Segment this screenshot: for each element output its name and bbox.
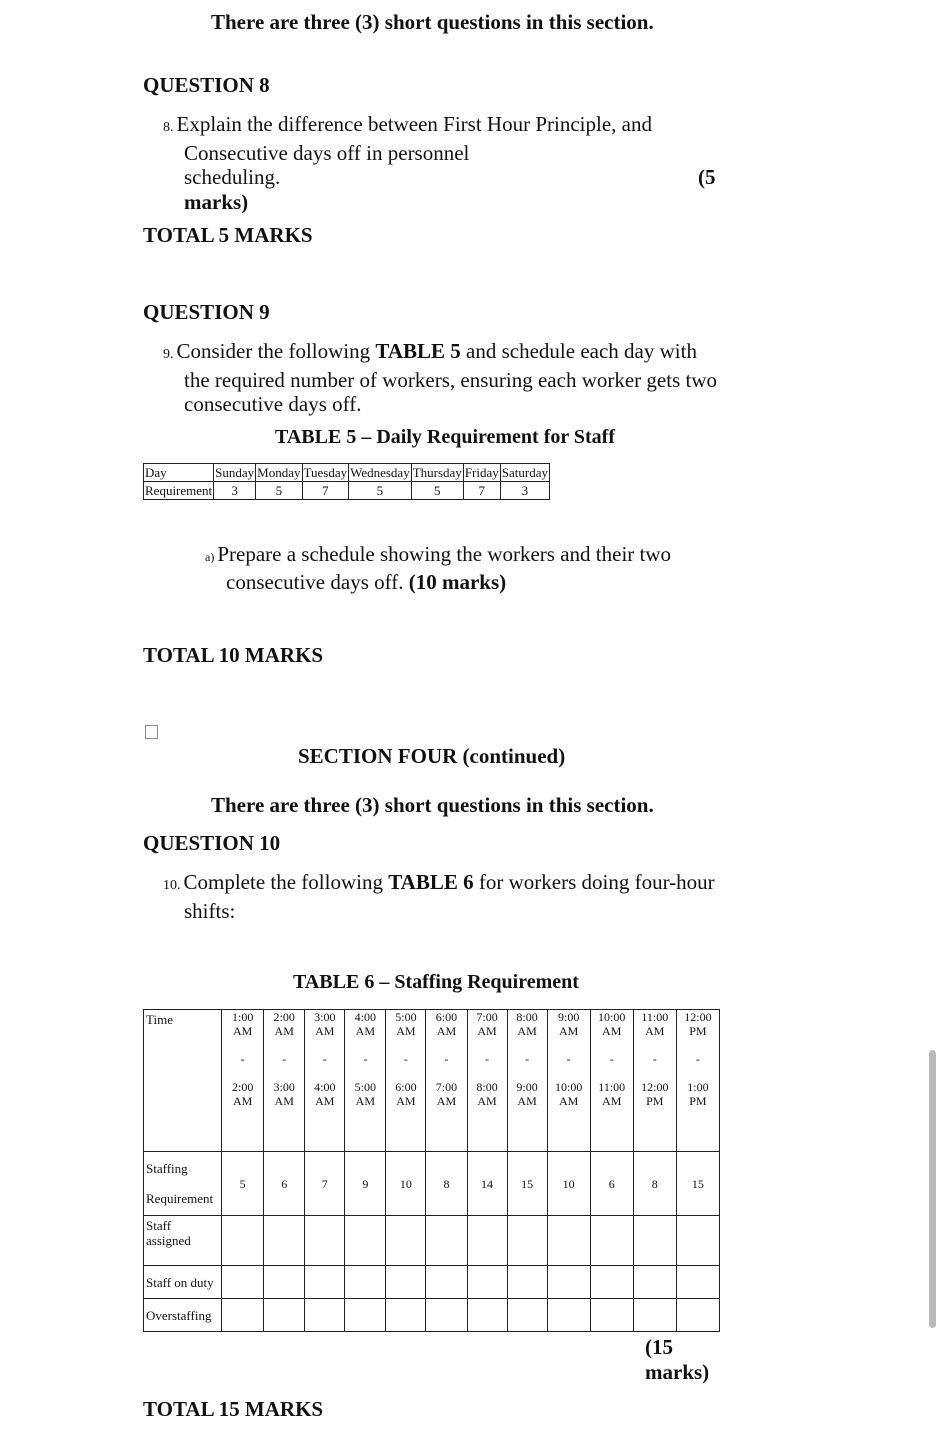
table-6-time-slot: 11:00 AM - 12:00 PM xyxy=(633,1010,676,1152)
table-6-onduty-label: Staff on duty xyxy=(144,1266,222,1299)
table-6-time-slot: 10:00 AM - 11:00 AM xyxy=(590,1010,633,1152)
table-5-day: Saturday xyxy=(501,465,548,480)
table-6-requirement-row xyxy=(144,1152,720,1216)
table-6-requirement: 15 xyxy=(676,1152,719,1216)
table-5-requirement: 7 xyxy=(463,482,500,500)
table-6-empty-cell[interactable] xyxy=(507,1299,547,1332)
table-6-overstaffing-label: Overstaffing xyxy=(144,1299,222,1332)
table-6-title: TABLE 6 – Staffing Requirement xyxy=(293,971,579,993)
table-6-time-slot: 7:00 AM - 8:00 AM xyxy=(467,1010,507,1152)
table-5-day: Tuesday xyxy=(303,465,348,480)
table-5-requirement: 5 xyxy=(411,482,463,500)
table-6-empty-cell[interactable] xyxy=(633,1266,676,1299)
question-9a-line-2: consecutive days off. xyxy=(226,569,409,594)
question-9a-number: a) xyxy=(205,550,215,564)
table-6-assigned-row xyxy=(144,1216,720,1266)
table-5-requirement-row xyxy=(144,482,550,500)
question-8-total: TOTAL 5 MARKS xyxy=(143,223,313,247)
question-8-text xyxy=(163,112,723,214)
question-10-line-1-post: for workers doing four-hour xyxy=(473,870,715,894)
table-6-empty-cell[interactable] xyxy=(507,1266,547,1299)
table-6-onduty-row xyxy=(144,1266,720,1299)
table-6-empty-cell[interactable] xyxy=(305,1299,345,1332)
table-6-empty-cell[interactable] xyxy=(467,1216,507,1266)
question-10-marks-open: (15 xyxy=(645,1335,673,1359)
table-6-time-slot: 4:00 AM - 5:00 AM xyxy=(345,1010,386,1152)
question-9-text xyxy=(163,339,733,417)
scrollbar[interactable] xyxy=(929,1050,936,1328)
question-10-total: TOTAL 15 MARKS xyxy=(143,1397,324,1421)
table-6-empty-cell[interactable] xyxy=(547,1216,590,1266)
question-9-line-1-post: and schedule each day with xyxy=(460,339,697,363)
table-6-empty-cell[interactable] xyxy=(676,1216,719,1266)
table-6-time-slot: 8:00 AM - 9:00 AM xyxy=(507,1010,547,1152)
table-6-empty-cell[interactable] xyxy=(264,1266,305,1299)
table-6-empty-cell[interactable] xyxy=(547,1299,590,1332)
table-6 xyxy=(143,1009,720,1332)
table-6-requirement: 10 xyxy=(547,1152,590,1216)
table-6-empty-cell[interactable] xyxy=(590,1216,633,1266)
table-5-day: Friday xyxy=(464,465,499,480)
table-6-empty-cell[interactable] xyxy=(345,1216,386,1266)
table-5-title: TABLE 5 – Daily Requirement for Staff xyxy=(275,426,615,448)
question-9-total: TOTAL 10 MARKS xyxy=(143,643,324,667)
table-6-requirement: 6 xyxy=(264,1152,305,1216)
question-9-line-3: consecutive days off. xyxy=(184,392,362,416)
question-8-line-1: Explain the difference between First Hour Principle, and xyxy=(176,112,652,136)
question-10-line-1-pre: Complete the following xyxy=(183,870,389,894)
table-6-empty-cell[interactable] xyxy=(264,1299,305,1332)
table-5-day: Monday xyxy=(257,465,301,480)
question-10-marks-close: marks) xyxy=(645,1359,710,1384)
table-5-requirement: 7 xyxy=(302,482,349,500)
question-10-heading: QUESTION 10 xyxy=(143,831,281,855)
table-6-requirement: 10 xyxy=(386,1152,426,1216)
table-6-empty-cell[interactable] xyxy=(386,1216,426,1266)
question-8-marks-close: marks) xyxy=(184,189,249,214)
table-6-requirement: 6 xyxy=(590,1152,633,1216)
question-8-line-2: Consecutive days off in personnel xyxy=(184,140,470,165)
question-9-table-ref: TABLE 5 xyxy=(375,339,461,363)
question-9a-marks: (10 marks) xyxy=(408,569,507,594)
question-9a-line-1: Prepare a schedule showing the workers and their two xyxy=(217,542,672,566)
table-6-overstaffing-row xyxy=(144,1299,720,1332)
table-5-requirement: 3 xyxy=(500,482,549,500)
question-9-heading: QUESTION 9 xyxy=(143,300,270,324)
table-5-requirement: 5 xyxy=(256,482,302,500)
question-9-number: 9. xyxy=(163,347,174,362)
table-6-empty-cell[interactable] xyxy=(676,1266,719,1299)
table-6-time-slot: 12:00 PM - 1:00 PM xyxy=(676,1010,719,1152)
table-6-empty-cell[interactable] xyxy=(590,1266,633,1299)
table-6-empty-cell[interactable] xyxy=(305,1266,345,1299)
table-5-requirement: 5 xyxy=(349,482,412,500)
table-6-time-slot: 2:00 AM - 3:00 AM xyxy=(264,1010,305,1152)
question-8-heading: QUESTION 8 xyxy=(143,73,270,97)
table-6-empty-cell[interactable] xyxy=(507,1216,547,1266)
question-8-number: 8. xyxy=(163,120,174,135)
table-6-empty-cell[interactable] xyxy=(345,1299,386,1332)
table-5-day: Sunday xyxy=(215,465,255,480)
table-5-requirement: 3 xyxy=(214,482,256,500)
table-6-empty-cell[interactable] xyxy=(633,1299,676,1332)
table-5-row-label: Requirement xyxy=(145,483,213,498)
table-6-requirement: 14 xyxy=(467,1152,507,1216)
table-6-empty-cell[interactable] xyxy=(467,1299,507,1332)
table-6-requirement-label: Staffing Requirement xyxy=(144,1152,222,1216)
table-6-time-label: Time xyxy=(144,1010,222,1152)
table-6-empty-cell[interactable] xyxy=(633,1216,676,1266)
section-intro: There are three (3) short questions in this section. xyxy=(211,10,654,34)
table-6-empty-cell[interactable] xyxy=(590,1299,633,1332)
table-6-empty-cell[interactable] xyxy=(386,1266,426,1299)
table-6-empty-cell[interactable] xyxy=(386,1299,426,1332)
table-6-requirement: 5 xyxy=(222,1152,264,1216)
table-6-empty-cell[interactable] xyxy=(222,1216,264,1266)
table-6-requirement: 8 xyxy=(426,1152,467,1216)
table-5-row-label: Day xyxy=(144,464,214,482)
checkbox-icon[interactable] xyxy=(145,725,158,739)
table-6-empty-cell[interactable] xyxy=(426,1266,467,1299)
table-6-requirement: 15 xyxy=(507,1152,547,1216)
table-5 xyxy=(143,463,550,500)
section-four-title: SECTION FOUR (continued) xyxy=(298,744,566,768)
question-9a-text xyxy=(205,542,725,594)
table-5-day: Thursday xyxy=(412,465,462,480)
table-6-empty-cell[interactable] xyxy=(222,1266,264,1299)
question-9-line-1-pre: Consider the following xyxy=(176,339,376,363)
question-10-text xyxy=(163,870,733,923)
table-6-empty-cell[interactable] xyxy=(222,1299,264,1332)
question-8-line-3: scheduling. xyxy=(184,165,281,189)
question-10-line-2: shifts: xyxy=(184,898,236,923)
question-8-marks-open: (5 xyxy=(698,165,716,189)
table-6-time-slot: 5:00 AM - 6:00 AM xyxy=(386,1010,426,1152)
table-6-time-slot: 6:00 AM - 7:00 AM xyxy=(426,1010,467,1152)
table-6-empty-cell[interactable] xyxy=(426,1299,467,1332)
table-6-empty-cell[interactable] xyxy=(676,1299,719,1332)
question-10-number: 10. xyxy=(163,878,181,893)
table-6-requirement: 8 xyxy=(633,1152,676,1216)
table-6-time-row xyxy=(144,1010,720,1152)
table-6-empty-cell[interactable] xyxy=(547,1266,590,1299)
table-6-empty-cell[interactable] xyxy=(305,1216,345,1266)
question-10-table-ref: TABLE 6 xyxy=(388,870,474,894)
section-intro-2: There are three (3) short questions in this section. xyxy=(211,793,654,817)
table-6-time-slot: 1:00 AM - 2:00 AM xyxy=(222,1010,264,1152)
table-6-time-slot: 3:00 AM - 4:00 AM xyxy=(305,1010,345,1152)
question-10-marks xyxy=(645,1335,709,1384)
table-6-requirement: 7 xyxy=(305,1152,345,1216)
table-6-empty-cell[interactable] xyxy=(264,1216,305,1266)
question-9-line-2: the required number of workers, ensuring each worker gets two xyxy=(184,367,717,392)
table-6-empty-cell[interactable] xyxy=(467,1266,507,1299)
table-5-day-row xyxy=(144,464,550,482)
table-6-requirement: 9 xyxy=(345,1152,386,1216)
table-5-day: Wednesday xyxy=(350,465,410,480)
table-6-time-slot: 9:00 AM - 10:00 AM xyxy=(547,1010,590,1152)
table-6-empty-cell[interactable] xyxy=(345,1266,386,1299)
table-6-assigned-label: Staff assigned xyxy=(144,1216,222,1266)
table-6-empty-cell[interactable] xyxy=(426,1216,467,1266)
